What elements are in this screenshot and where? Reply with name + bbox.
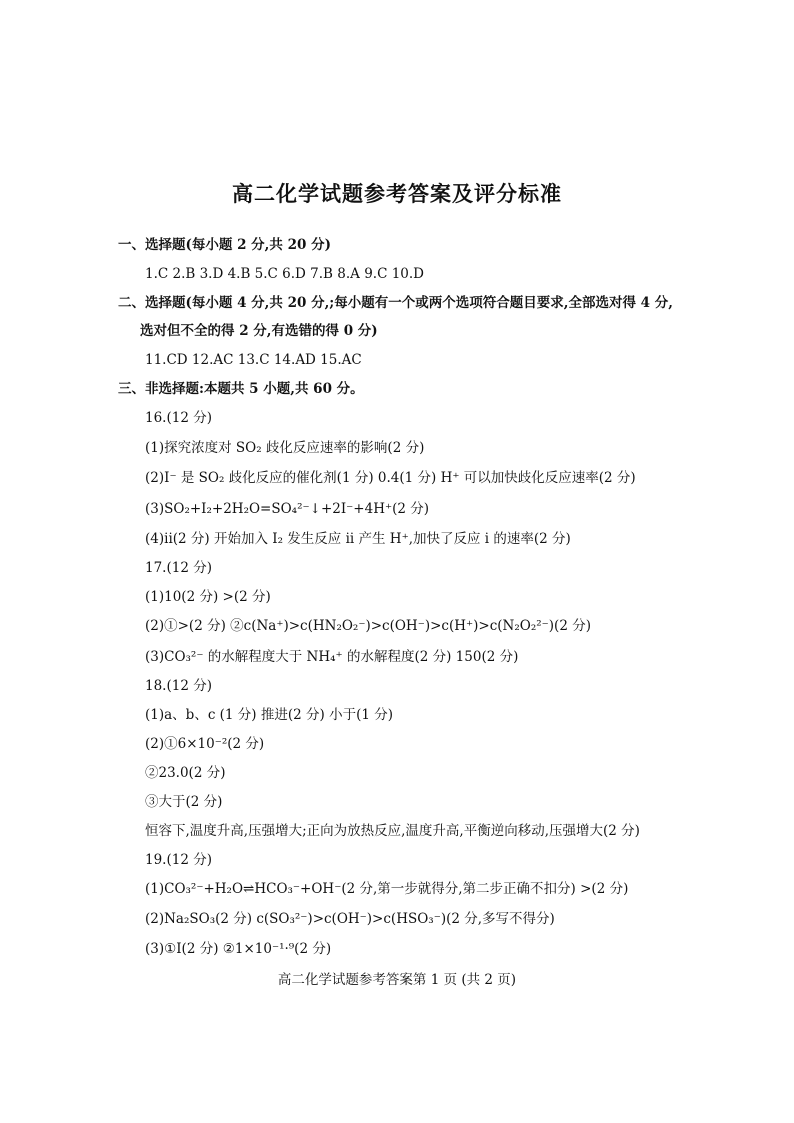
q17-part1: (1)10(2 分) >(2 分): [145, 589, 271, 605]
q16-part4: (4)ii(2 分) 开始加入 I₂ 发生反应 ii 产生 H⁺,加快了反应 i 的速率(2 分): [145, 531, 571, 547]
q18-heading: 18.(12 分): [145, 678, 212, 694]
q16-part1: (1)探究浓度对 SO₂ 歧化反应速率的影响(2 分): [145, 440, 425, 456]
q16-part3: (3)SO₂+I₂+2H₂O=SO₄²⁻↓+2I⁻+4H⁺(2 分): [145, 501, 430, 517]
section2-heading-line1: 二、选择题(每小题 4 分,共 20 分,;每小题有一个或两个选项符合题目要求,全部选对得 4 分,: [118, 295, 673, 311]
section2-heading-line2: 选对但不全的得 2 分,有选错的得 0 分): [140, 323, 378, 339]
section2-answers: 11.CD 12.AC 13.C 14.AD 15.AC: [145, 352, 362, 368]
q19-part2: (2)Na₂SO₃(2 分) c(SO₃²⁻)>c(OH⁻)>c(HSO₃⁻)(2 分,多写不得分): [145, 911, 555, 927]
q17-part3: (3)CO₃²⁻ 的水解程度大于 NH₄⁺ 的水解程度(2 分) 150(2 分): [145, 649, 519, 665]
section3-heading: 三、非选择题:本题共 5 小题,共 60 分。: [118, 381, 364, 397]
section1-answers: 1.C 2.B 3.D 4.B 5.C 6.D 7.B 8.A 9.C 10.D: [145, 266, 424, 282]
q19-part1: (1)CO₃²⁻+H₂O⇌HCO₃⁻+OH⁻(2 分,第一步就得分,第二步正确不扣分) >(2 分): [145, 881, 629, 897]
q17-part2: (2)①>(2 分) ②c(Na⁺)>c(HN₂O₂⁻)>c(OH⁻)>c(H⁺)>c(N₂O₂²⁻)(2 分): [145, 618, 591, 634]
page-footer: 高二化学试题参考答案第 1 页 (共 2 页): [277, 972, 517, 988]
q18-part2-3: ③大于(2 分): [145, 794, 223, 810]
q18-part2-1: (2)①6×10⁻²(2 分): [145, 736, 265, 752]
q18-part2-2: ②23.0(2 分): [145, 765, 226, 781]
q18-explanation: 恒容下,温度升高,压强增大;正向为放热反应,温度升高,平衡逆向移动,压强增大(2 分): [145, 823, 640, 839]
q16-part2: (2)I⁻ 是 SO₂ 歧化反应的催化剂(1 分) 0.4(1 分) H⁺ 可以加快歧化反应速率(2 分): [145, 470, 636, 486]
q19-part3: (3)①I(2 分) ②1×10⁻¹·⁹(2 分): [145, 941, 332, 957]
page-title: 高二化学试题参考答案及评分标准: [232, 182, 562, 206]
q17-heading: 17.(12 分): [145, 560, 212, 576]
q16-heading: 16.(12 分): [145, 410, 212, 426]
q18-part1: (1)a、b、c (1 分) 推进(2 分) 小于(1 分): [145, 707, 393, 723]
q19-heading: 19.(12 分): [145, 852, 212, 868]
section1-heading: 一、选择题(每小题 2 分,共 20 分): [118, 237, 331, 253]
